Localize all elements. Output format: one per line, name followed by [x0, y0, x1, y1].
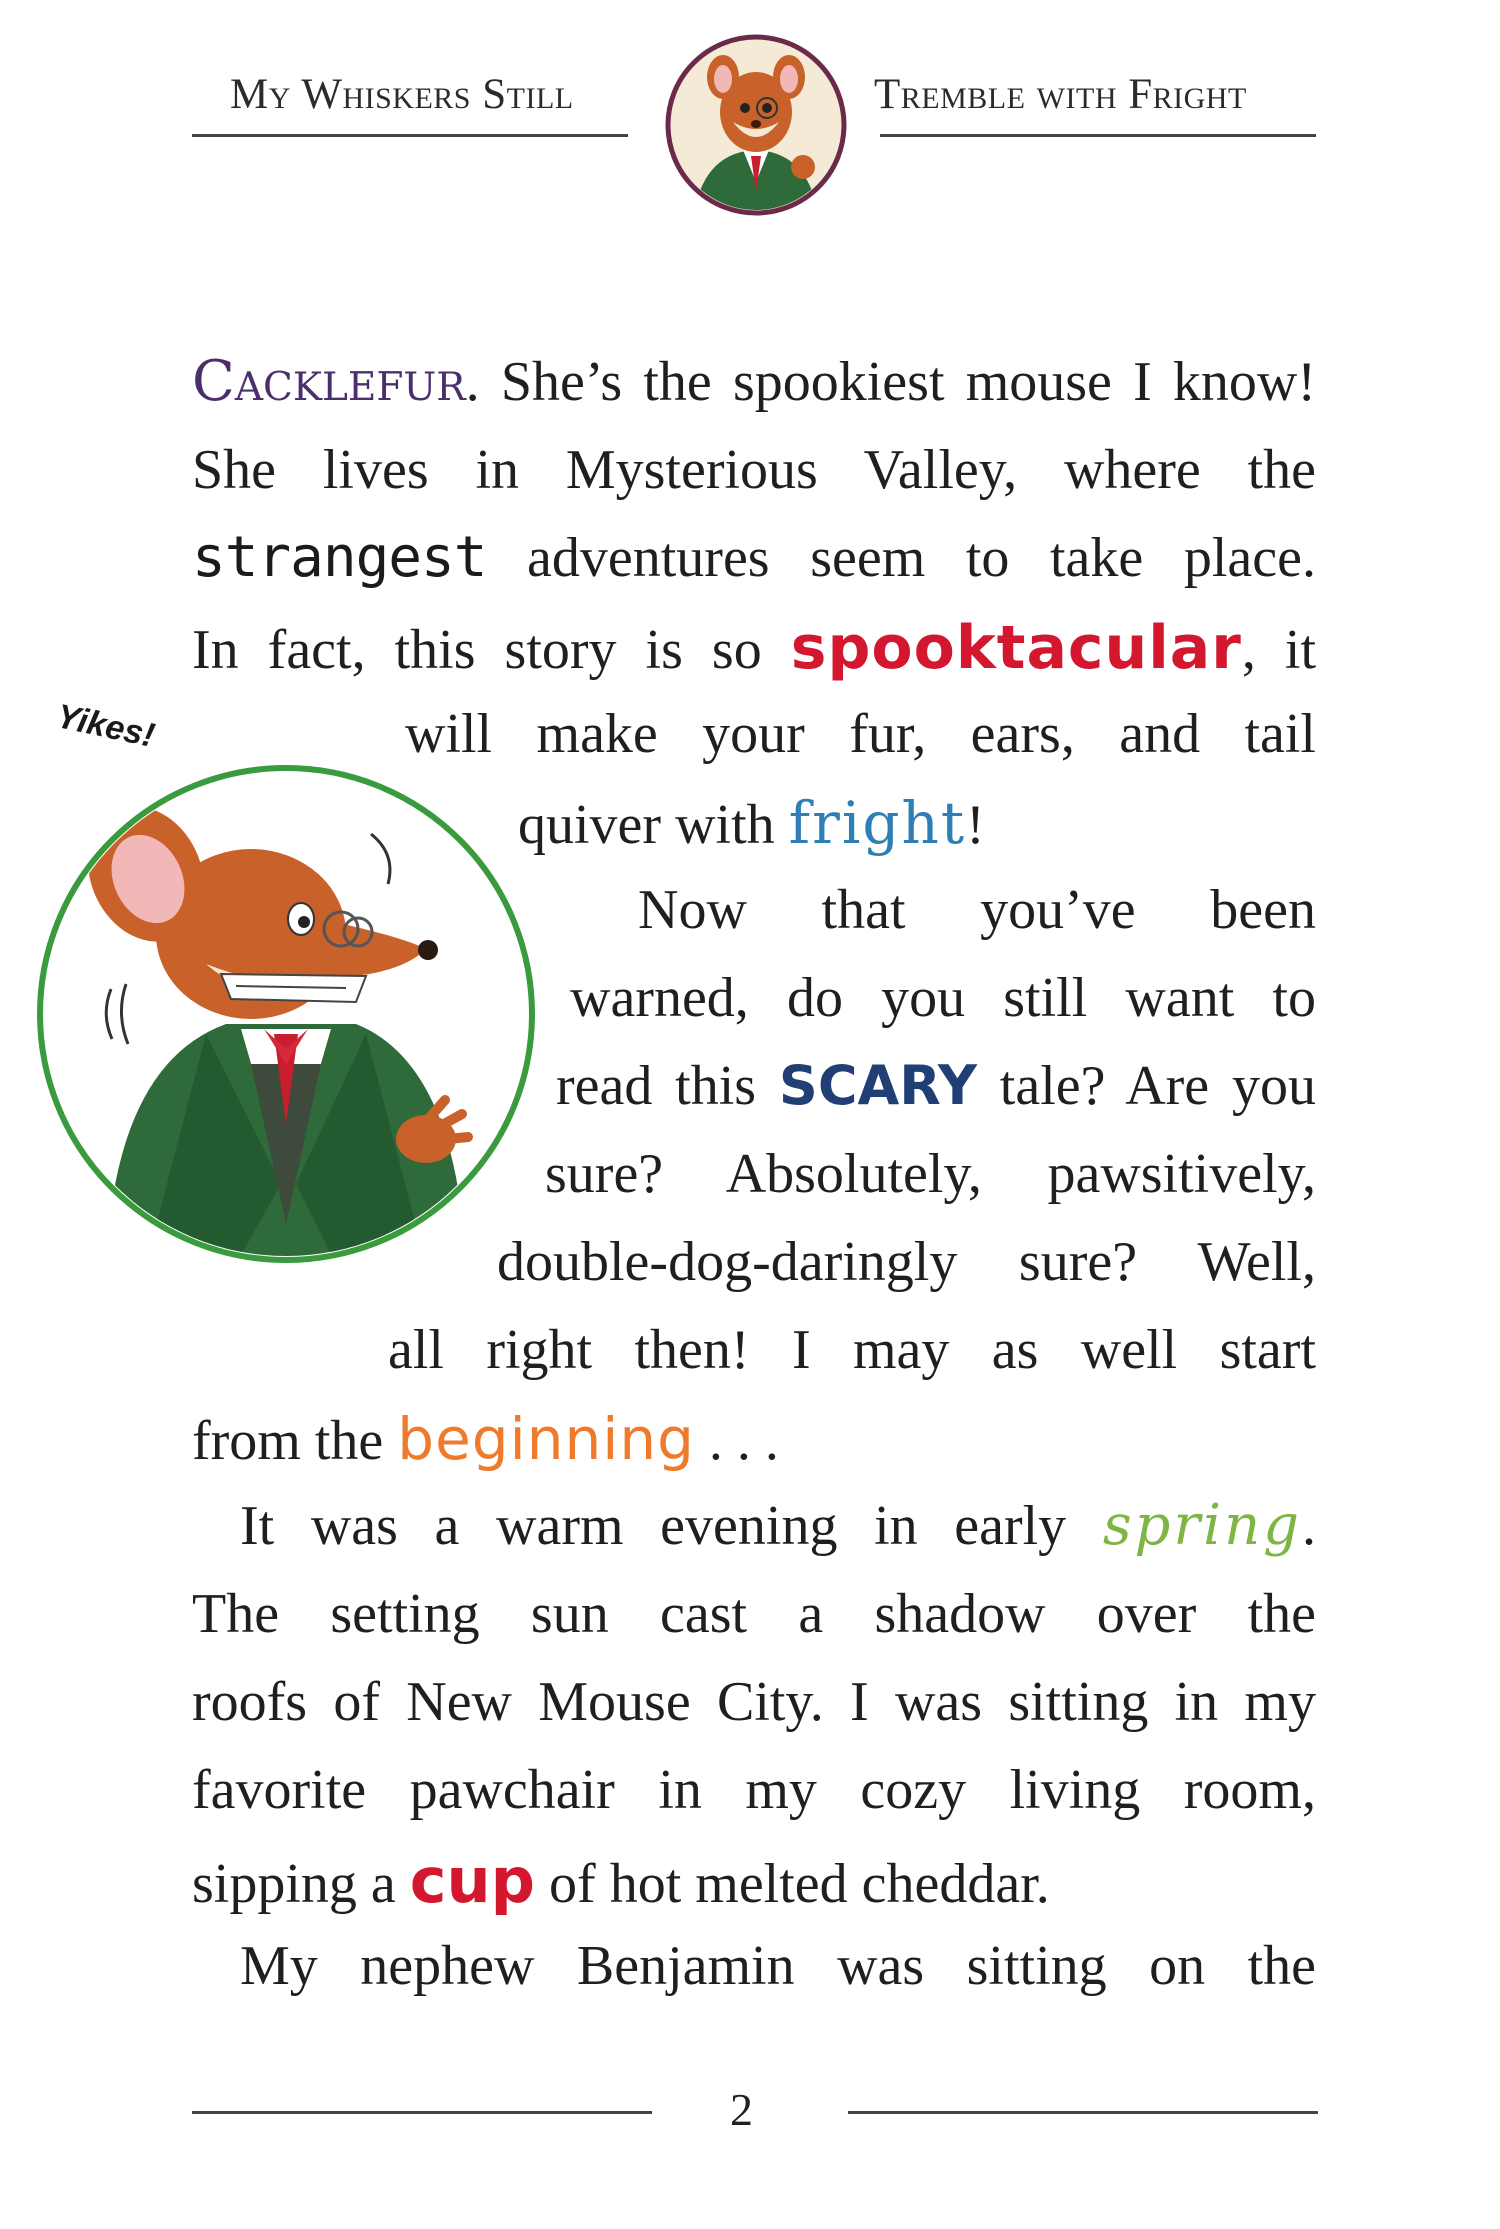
page-number: 2 [730, 2084, 753, 2135]
story-line: Cacklefur. She’s the spookiest mouse I know! [192, 349, 1316, 414]
scary-word: SCARY [778, 1054, 977, 1117]
header-rule-left [192, 134, 628, 137]
story-line: It was a warm evening in early spring. [240, 1493, 1316, 1558]
story-line: from the beginning . . . [192, 1405, 779, 1473]
cacklefur-name: Cacklefur [192, 349, 466, 414]
story-line: She lives in Mysterious Valley, where the [192, 439, 1316, 501]
fright-word: fright [788, 789, 967, 857]
story-line: all right then! I may as well start [388, 1319, 1316, 1381]
beginning-word: beginning [397, 1405, 695, 1473]
story-line: My nephew Benjamin was sitting on the [240, 1935, 1316, 1997]
story-line: double-dog-daringly sure? Well, [497, 1231, 1316, 1293]
cup-word: cup [409, 1844, 536, 1917]
strangest-word: strangest [192, 525, 487, 590]
story-line: In fact, this story is so spooktacular, it [192, 613, 1316, 683]
story-line: will make your fur, ears, and tail [405, 703, 1316, 765]
story-line: roofs of New Mouse City. I was sitting in my [192, 1671, 1316, 1733]
story-line: warned, do you still want to [570, 967, 1316, 1029]
story-line: sipping a cup of hot melted cheddar. [192, 1844, 1050, 1917]
story-line: Now that you’ve been [638, 879, 1316, 941]
spooktacular-word: spooktacular [790, 613, 1242, 683]
story-line: strangest adventures seem to take place. [192, 525, 1316, 590]
story-line: sure? Absolutely, pawsitively, [545, 1143, 1316, 1205]
story-line: The setting sun cast a shadow over the [192, 1583, 1316, 1645]
running-head-right: Tremble with Fright [874, 71, 1247, 118]
story-line: favorite pawchair in my cozy living room, [192, 1759, 1316, 1821]
frightened-mouse-icon [36, 764, 536, 1264]
story-line: quiver with fright! [518, 789, 985, 857]
header-rule-right [880, 134, 1316, 137]
footer-rule-right [848, 2111, 1318, 2114]
footer-rule-left [192, 2111, 652, 2114]
story-line: read this SCARY tale? Are you [556, 1054, 1316, 1117]
spring-word: spring [1102, 1493, 1302, 1558]
yikes-caption: Yikes! [53, 697, 158, 755]
geronimo-portrait-icon [663, 32, 849, 218]
running-head-left: My Whiskers Still [230, 71, 574, 118]
